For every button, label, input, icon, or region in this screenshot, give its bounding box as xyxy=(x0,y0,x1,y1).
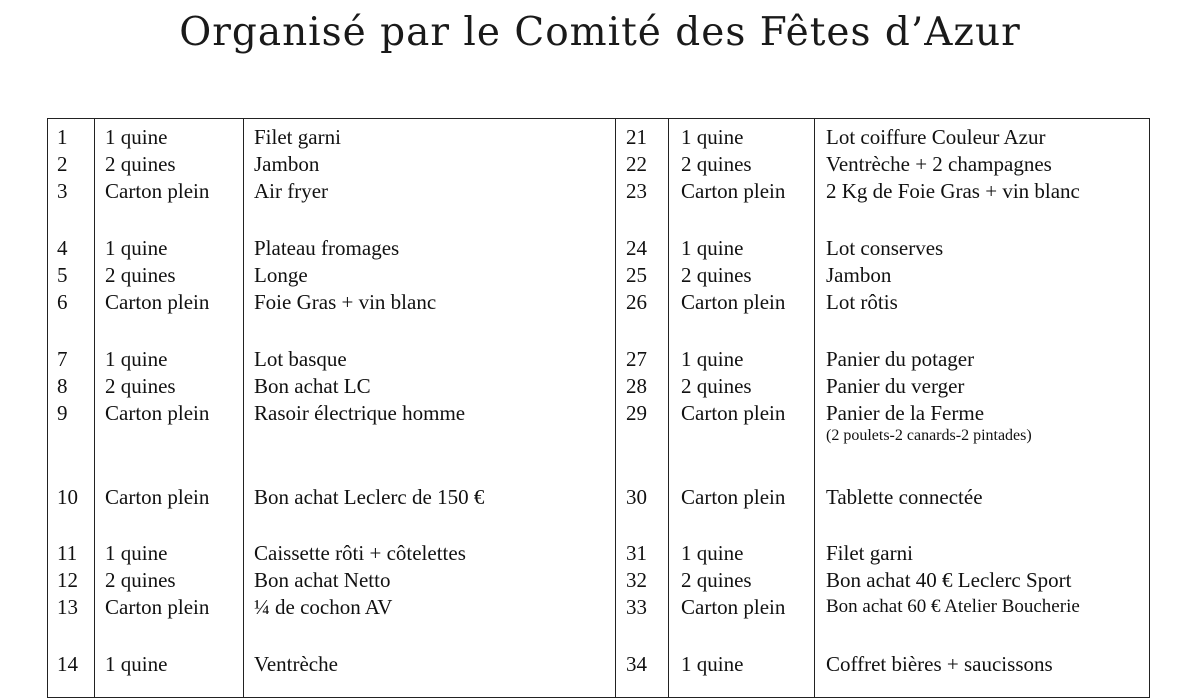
lot-prize: Bon achat Leclerc de 150 € xyxy=(254,485,485,509)
lot-type: 2 quines xyxy=(105,568,176,592)
lot-number: 23 xyxy=(626,179,647,203)
lot-type: Carton plein xyxy=(681,179,786,203)
lot-prize: Panier du verger xyxy=(826,374,965,398)
lot-type: Carton plein xyxy=(105,595,210,619)
lot-prize: Tablette connectée xyxy=(826,485,983,509)
lot-type: Carton plein xyxy=(681,485,786,509)
lot-number: 12 xyxy=(57,568,78,592)
lot-prize: Jambon xyxy=(826,263,892,287)
lot-number: 7 xyxy=(57,347,68,371)
lot-prize: Plateau fromages xyxy=(254,236,400,260)
lot-prize: 2 Kg de Foie Gras + vin blanc xyxy=(826,179,1080,203)
lot-type: 1 quine xyxy=(105,652,168,676)
lot-number: 13 xyxy=(57,595,78,619)
lot-number: 5 xyxy=(57,263,68,287)
lot-number: 21 xyxy=(626,125,647,149)
column-divider xyxy=(94,119,95,697)
lot-prize: Lot basque xyxy=(254,347,347,371)
lot-number: 34 xyxy=(626,652,647,676)
lot-prize: Air fryer xyxy=(254,179,329,203)
lot-type: Carton plein xyxy=(105,179,210,203)
lot-prize: Bon achat 60 € Atelier Boucherie xyxy=(826,596,1080,617)
lot-prize: Lot rôtis xyxy=(826,290,898,314)
lot-type: 2 quines xyxy=(105,263,176,287)
lot-prize: Filet garni xyxy=(254,125,341,149)
lot-number: 3 xyxy=(57,179,68,203)
lot-type: Carton plein xyxy=(681,290,786,314)
lot-prize: Panier de la Ferme xyxy=(826,401,985,425)
lot-type: 1 quine xyxy=(105,236,168,260)
lot-type: 1 quine xyxy=(681,236,744,260)
lot-type: 1 quine xyxy=(681,652,744,676)
lot-number: 11 xyxy=(57,541,78,565)
lot-number: 2 xyxy=(57,152,68,176)
lot-number: 9 xyxy=(57,401,68,425)
lot-type: 2 quines xyxy=(105,374,176,398)
lot-number: 10 xyxy=(57,485,78,509)
lot-number: 6 xyxy=(57,290,68,314)
page-title: Organisé par le Comité des Fêtes d’Azur xyxy=(179,10,1021,55)
lot-prize: Ventrèche xyxy=(254,652,338,676)
lot-prize: ¼ de cochon AV xyxy=(254,595,393,619)
lot-number: 30 xyxy=(626,485,647,509)
lot-prize: Longe xyxy=(254,263,308,287)
lot-type: 2 quines xyxy=(681,374,752,398)
lot-type: Carton plein xyxy=(105,485,210,509)
lot-prize: Caissette rôti + côtelettes xyxy=(254,541,466,565)
lot-type: 1 quine xyxy=(105,347,168,371)
lot-prize: Foie Gras + vin blanc xyxy=(254,290,437,314)
lot-type: 1 quine xyxy=(681,541,744,565)
lot-number: 8 xyxy=(57,374,68,398)
lot-number: 24 xyxy=(626,236,647,260)
lot-number: 25 xyxy=(626,263,647,287)
lot-prize: Bon achat Netto xyxy=(254,568,391,592)
lot-number: 31 xyxy=(626,541,647,565)
column-divider xyxy=(243,119,244,697)
lot-number: 29 xyxy=(626,401,647,425)
lot-type: Carton plein xyxy=(681,595,786,619)
column-divider xyxy=(615,119,616,697)
lot-number: 26 xyxy=(626,290,647,314)
lot-prize: Lot coiffure Couleur Azur xyxy=(826,125,1046,149)
prize-table xyxy=(47,118,1150,698)
lot-number: 1 xyxy=(57,125,68,149)
lot-type: Carton plein xyxy=(105,401,210,425)
lot-prize: Panier du potager xyxy=(826,347,975,371)
lot-number: 4 xyxy=(57,236,68,260)
lot-prize-note: (2 poulets-2 canards-2 pintades) xyxy=(826,427,1032,444)
lot-number: 22 xyxy=(626,152,647,176)
lot-type: 2 quines xyxy=(681,263,752,287)
column-divider xyxy=(668,119,669,697)
lot-prize: Bon achat 40 € Leclerc Sport xyxy=(826,568,1072,592)
lot-prize: Filet garni xyxy=(826,541,913,565)
lot-type: 2 quines xyxy=(681,568,752,592)
lot-type: Carton plein xyxy=(105,290,210,314)
lot-prize: Bon achat LC xyxy=(254,374,371,398)
lot-type: 1 quine xyxy=(681,125,744,149)
lot-prize: Lot conserves xyxy=(826,236,944,260)
column-divider xyxy=(814,119,815,697)
lot-prize: Ventrèche + 2 champagnes xyxy=(826,152,1052,176)
lot-number: 28 xyxy=(626,374,647,398)
lot-number: 14 xyxy=(57,652,78,676)
lot-prize: Coffret bières + saucissons xyxy=(826,652,1053,676)
lot-number: 27 xyxy=(626,347,647,371)
lot-type: 1 quine xyxy=(105,125,168,149)
lot-type: 2 quines xyxy=(681,152,752,176)
lot-number: 32 xyxy=(626,568,647,592)
lot-type: 1 quine xyxy=(681,347,744,371)
lot-type: 2 quines xyxy=(105,152,176,176)
lot-type: Carton plein xyxy=(681,401,786,425)
lot-type: 1 quine xyxy=(105,541,168,565)
lot-number: 33 xyxy=(626,595,647,619)
lot-prize: Jambon xyxy=(254,152,320,176)
lot-prize: Rasoir électrique homme xyxy=(254,401,466,425)
